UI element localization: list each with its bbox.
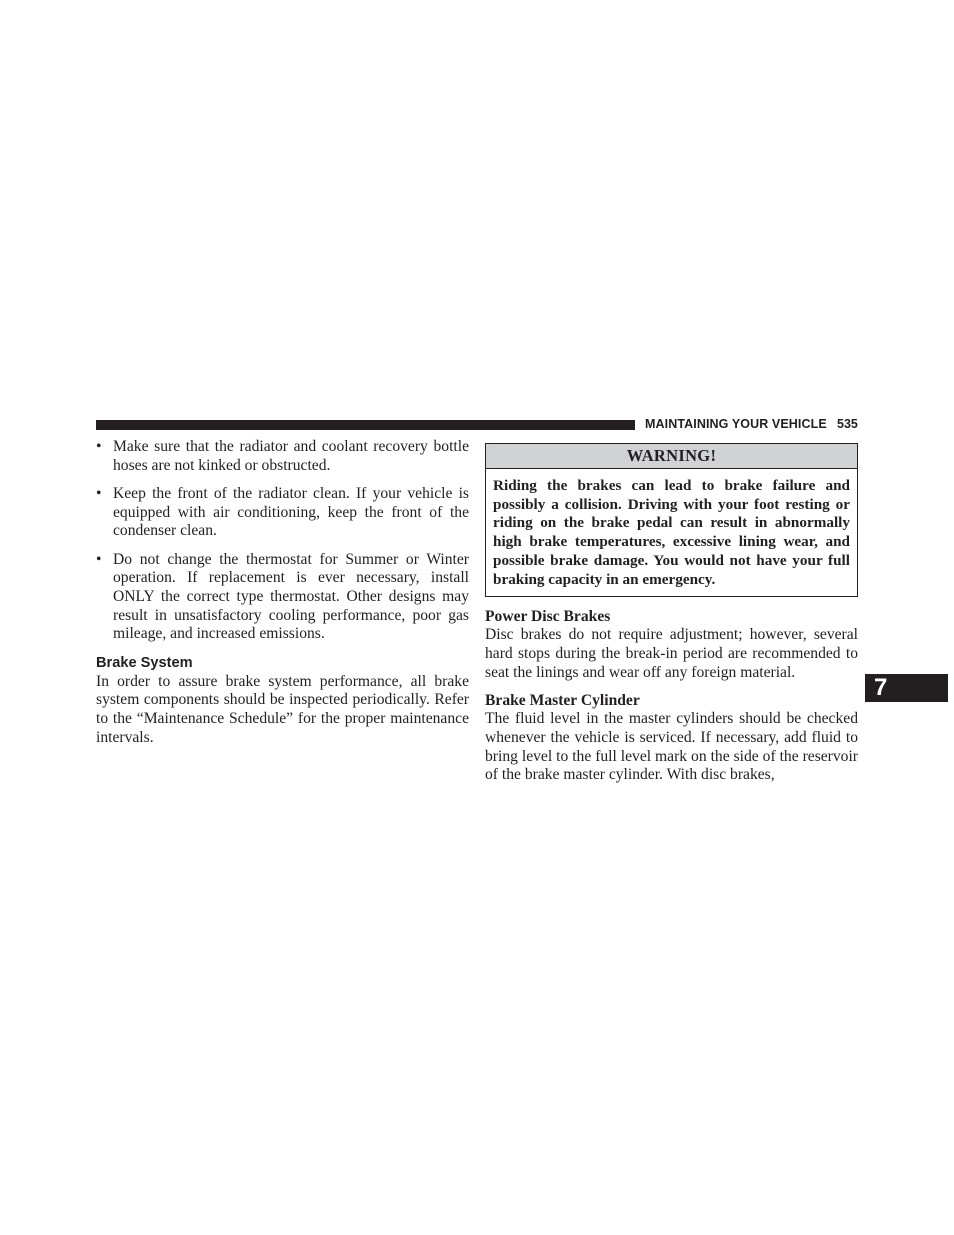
power-disc-brakes-paragraph: Disc brakes do not require adjustment; however, several hard stops during the break-in period are recommended to seat the linings and wear off any foreign material. [485,626,858,681]
running-header-title: MAINTAINING YOUR VEHICLE [645,417,827,431]
brake-system-paragraph: In order to assure brake system performance, all brake system components should be inspected periodically. Refer to the “Maintenance Schedule” for the proper maintenance intervals. [96,672,469,746]
bullet-item [96,485,469,541]
bullet-text: Keep the front of the radiator clean. If your vehicle is equipped with air conditioning, keep the front of the condenser clean. [113,484,469,540]
header-rule [96,420,635,430]
chapter-tab [865,674,948,702]
warning-title: WARNING! [486,444,857,469]
bullet-text: Do not change the thermostat for Summer or Winter operation. If replacement is ever necessary, install ONLY the correct type thermostat. Other designs may result in unsatisfactory cooling performance, poor gas mileage, and increased emissions. [113,550,469,643]
brake-master-cylinder-heading: Brake Master Cylinder [485,692,640,710]
power-disc-brakes-heading: Power Disc Brakes [485,608,611,626]
bullet-text: Make sure that the radiator and coolant recovery bottle hoses are not kinked or obstructed. [113,438,469,474]
warning-text: Riding the brakes can lead to brake failure and possibly a collision. Driving with your foot resting or riding on the brake pedal can result in abnormally high brake temperatures, excessive lining wear, and possible brake damage. You would not have your full braking capacity in an emergency. [493,477,850,588]
brake-system-heading: Brake System [96,654,193,671]
chapter-number: 7 [874,674,888,701]
bullet-item [96,438,469,475]
page-number: 535 [837,417,858,431]
bullet-dot-icon: • [96,550,102,568]
warning-box [485,443,858,597]
right-column [485,443,858,785]
left-column [96,438,469,747]
bullet-dot-icon: • [96,438,102,455]
bullet-item [96,551,469,645]
bullet-dot-icon: • [96,484,102,502]
brake-master-cylinder-paragraph: The fluid level in the master cylinders should be checked whenever the vehicle is serviced. If necessary, add fluid to bring level to the full level mark on the side of the reservoir of the brake master cylinder. With disc brakes, [485,710,858,784]
